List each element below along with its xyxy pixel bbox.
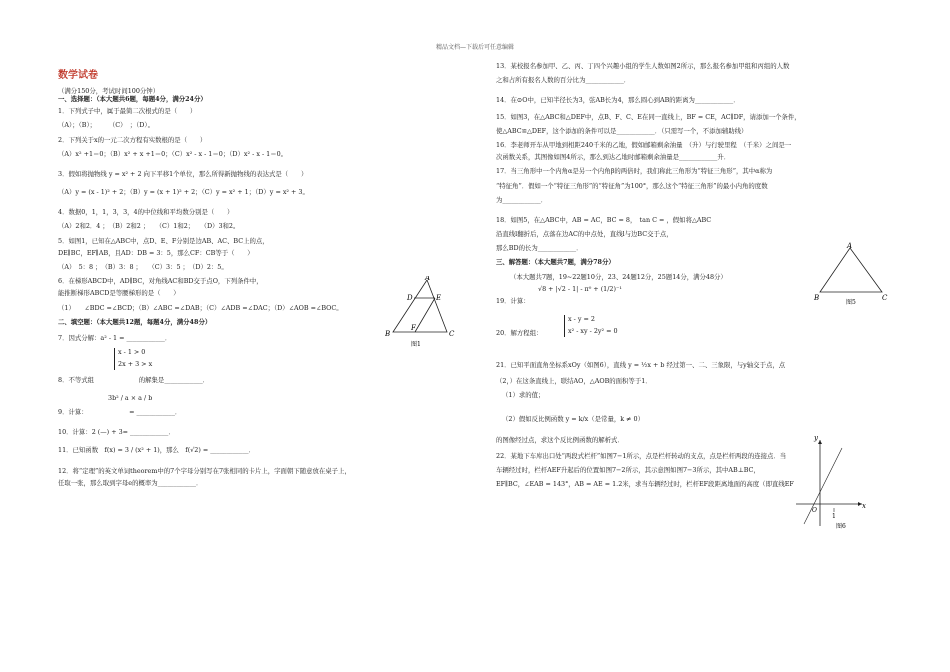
question-17-line1: 17．当三角形中一个内角α是另一个内角β的两倍时，我们称此三角形为“特征三角形”，其中α称为 <box>496 167 773 176</box>
question-17-line2: “特征角”．假如一个“特征三角形”的“特征角”为100°，那么这个“特征三角形”的最小内角的度数 <box>496 181 768 190</box>
question-6-options: （1） ∠BDC =∠BCD；（B）∠ABC =∠DAB；（C）∠ADB =∠DAC；（D）∠AOB =∠BOC。 <box>58 303 343 312</box>
q20-system-line1: x - y = 2 <box>568 314 595 323</box>
question-18-line1: 18．如图5，在△ABC中，AB = AC，BC = 8， tan C = ，假如将△ABC <box>496 215 712 224</box>
question-3: 3．假如将抛物线 y = x² + 2 向下平移1个单位，那么所得新抛物线的表达式是（ ） <box>58 169 308 178</box>
q9-expression: 3b² / a × a / b <box>108 394 153 403</box>
question-18-line2: 沿直线l翻折后，点落在边AC的中点处，直线l与边BC交于点， <box>496 230 673 239</box>
question-15-line1: 15．如图3，在△ABC和△DEF中，点B、F、C、E在同一直线上，BF = CE，AC∥DF，请添加一个条件， <box>496 112 801 121</box>
section-solve-heading: 三、解答题：（本大题共7题，满分78分） <box>496 258 615 267</box>
svg-text:x: x <box>862 502 866 510</box>
section-solve-meta: （本大题共7题，19~22题10分，23、24题12分，25题14分，满分48分） <box>510 272 727 281</box>
question-21-part1: （1）求的值； <box>502 391 545 400</box>
section-fill-heading: 二、填空题：（本大题共12题，每题4分，满分48分） <box>58 317 212 326</box>
question-20-block <box>496 315 888 349</box>
figure-1-triangle <box>385 276 455 348</box>
figure-1-caption: 图1 <box>411 341 421 348</box>
question-21-line1: 21．已知平面直角坐标系xOy（如图6），直线 y = ½x + b 经过第一、二、三象限，与y轴交于点，点 <box>496 360 786 369</box>
question-21-line2: （2，）在这条直线上，联结AO，△AOB的面积等于1． <box>496 377 652 385</box>
question-20: 20．解方程组： <box>496 328 543 337</box>
q8-system-line2: 2x + 3 > x <box>118 360 153 369</box>
figure-6-axes <box>790 434 870 530</box>
question-13-line2: 之和占所有报名人数的百分比为____________． <box>496 76 631 85</box>
exam-title: 数学试卷 <box>58 70 98 81</box>
question-14: 14．在⊙O中，已知半径长为3，弦AB长为4，那么圆心到AB的距离为____________． <box>496 96 740 105</box>
question-4-options: （A）2和2．4 ； （B）2和2 ； （C）1和2； （D）3和2。 <box>58 222 240 231</box>
question-8-block <box>58 348 460 392</box>
question-1: 1．下列式子中，属于最简二次根式的是（ ） <box>58 107 197 116</box>
svg-text:A: A <box>425 276 431 282</box>
q19-expression: √8 + |√2 - 1| - π⁰ + (1/2)⁻¹ <box>538 284 622 293</box>
svg-text:E: E <box>436 294 442 302</box>
question-9: 9．计算： = ____________． <box>58 408 182 417</box>
question-7: 7．因式分解：a² - 1 = ____________． <box>58 333 172 342</box>
question-5-line2: DE∥BC，EF∥AB，且AD：DB = 3：5，那么CF：CB等于（ ） <box>58 248 254 257</box>
question-22-line2: 车辆经过时，栏杆AEF升起后的位置如图7−2所示，其示意图如图7−3所示，其中AB⊥BC， <box>496 465 760 474</box>
q8-system-line1: x - 1 > 0 <box>118 348 146 357</box>
svg-text:y: y <box>814 434 818 442</box>
question-16-line2: 次函数关系，其图像如图4所示，那么到达乙地时邮箱剩余油量是____________升． <box>496 153 731 162</box>
question-2-options: （A）x² +1＝0；（B）x² + x +1＝0；（C）x² - x - 1＝0；（D）x² - x - 1＝0。 <box>58 149 288 158</box>
svg-text:B: B <box>385 330 391 338</box>
exam-meta: （满分150分，考试时间100分钟） <box>58 86 160 95</box>
question-2: 2．下列关于x的一元二次方程有实数根的是（ ） <box>58 135 207 144</box>
figure-5-caption: 图5 <box>846 299 856 306</box>
question-5-options: （A） 5：8 ； （B）3：8 ； （C）3：5 ； （D）2：5。 <box>58 263 228 272</box>
svg-text:D: D <box>407 294 413 302</box>
question-17-line3: 为____________． <box>496 195 548 204</box>
question-12-line2: 任取一张，那么取到字母e的概率为____________． <box>58 478 203 487</box>
question-21-line5: 的图像经过点，求这个反比例函数的解析式． <box>496 435 624 444</box>
question-11: 11．已知函数 f(x) = 3 / (x² + 1)，那么 f(√2) = ____________． <box>58 446 255 455</box>
section-choice-heading: 一、选择题：（本大题共6题，每题4分，满分24分） <box>58 94 207 103</box>
svg-text:F: F <box>411 324 416 332</box>
question-16-line1: 16．李老师开车从甲地到相距240千米的乙地，假如邮箱剩余油量 （升）与行驶里程 （千米）之间是一 <box>496 140 792 149</box>
question-1-options: （A）；（B）； （C） ；（D）。 <box>58 121 154 130</box>
question-5-line1: 5．如图1，已知在△ABC中，点D、E、F分别是边AB、AC、BC上的点， <box>58 236 269 245</box>
svg-text:C: C <box>882 294 888 302</box>
question-4: 4．数据0，1，1，3，3，4的中位线和平均数分别是（ ） <box>58 208 234 217</box>
page-header: 精品文档—下载后可任意编辑 <box>435 44 514 51</box>
q20-system-line2: x² - xy - 2y² = 0 <box>568 326 618 335</box>
question-9-block <box>58 394 460 424</box>
question-22-line3: EF∥BC，∠EAB = 143°，AB = AE = 1.2米，求当车辆经过时，栏杆EF段距离地面的高度（即直线EF <box>496 480 794 489</box>
svg-text:O: O <box>812 507 817 514</box>
question-10: 10．计算：2 (—) + 3= ____________． <box>58 428 175 437</box>
question-12-line1: 12．将“定理”的英文单词theorem中的7个字母分别写在7张相同的卡片上，字面朝下随意放在桌子上， <box>58 466 351 475</box>
question-15-line2: 使△ABC≌△DEF，这个添加的条件可以是____________．（只需写一个，不添加辅助线） <box>496 126 748 135</box>
question-18-line3: 那么BD的长为____________． <box>496 244 583 253</box>
question-13-line1: 13．某校报名参加甲、乙、丙、丁四个兴趣小组的学生人数如图2所示，那么报名参加甲组和丙组的人数 <box>496 62 790 70</box>
svg-text:A: A <box>847 242 853 250</box>
question-8: 8．不等式组 的解集是____________． <box>58 376 210 385</box>
left-column <box>58 62 460 487</box>
svg-text:B: B <box>814 294 820 302</box>
question-19: 19．计算： <box>496 296 530 305</box>
figure-6-caption: 图6 <box>836 523 846 530</box>
question-21-part2: （2）假如反比例函数 y = k/x（是常量，k ≠ 0） <box>502 415 644 424</box>
question-6-line1: 6．在梯形ABCD中，AD∥BC，对角线AC和BD交于点O，下列条件中， <box>58 277 263 286</box>
question-3-options: （A）y = (x - 1)² + 2；（B）y = (x + 1)² + 2；（C）y = x² + 1；（D）y = x² + 3。 <box>58 188 309 197</box>
svg-text:1: 1 <box>832 513 836 520</box>
question-22-line1: 22．某地下车库出口处“两段式栏杆”如图7−1所示，点是栏杆转动的支点，点是栏杆两段的连接点．当 <box>496 451 787 460</box>
svg-text:C: C <box>449 330 455 338</box>
question-6-line2: 能推断梯形ABCD是等腰梯形的是（ ） <box>58 289 180 298</box>
figure-5-triangle <box>812 240 892 306</box>
